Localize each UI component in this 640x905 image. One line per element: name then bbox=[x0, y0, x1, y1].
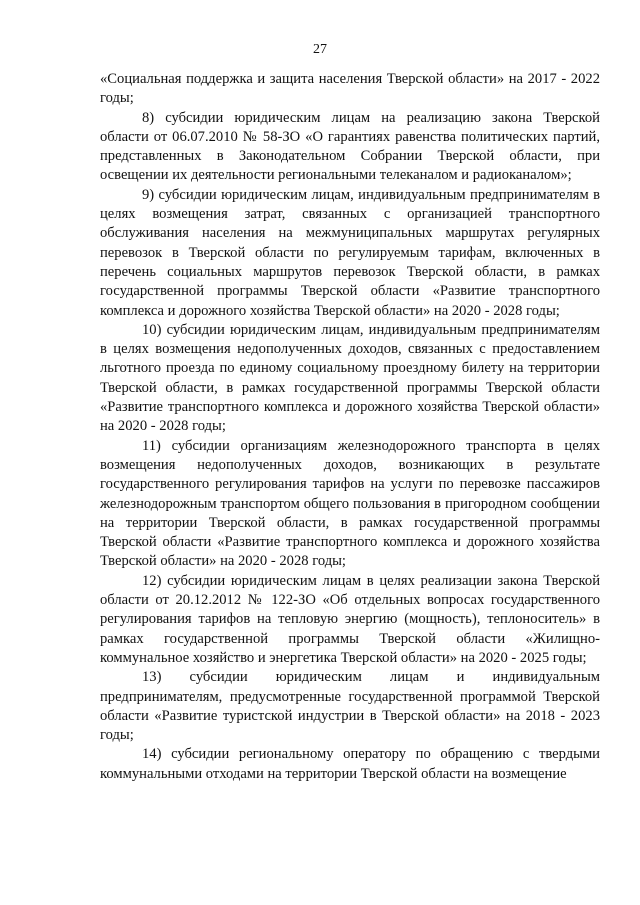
paragraph-continuation: «Социальная поддержка и защита населения Тверской области» на 2017 - 2022 годы; bbox=[100, 71, 600, 107]
page-number: 27 bbox=[313, 42, 327, 57]
paragraph-item-12: 12) субсидии юридическим лицам в целях реализации закона Тверской области от 20.12.2012 № 122-ЗО «Об отдельных вопросах государственного регулирования тарифов на тепловую энергию (мощность), теплоноситель» в рамках государственной программы Тверской области «Жилищно-коммунальное хозяйство и энергетика Тверской области» на 2020 - 2025 годы; bbox=[100, 572, 600, 666]
document-body bbox=[100, 70, 600, 784]
paragraph-item-8: 8) субсидии юридическим лицам на реализацию закона Тверской области от 06.07.2010 № 58-ЗО «О гарантиях равенства политических партий, представленных в Законодательном Собрании Тверской области, при освещении их деятельности региональными телеканалом и радиоканалом»; bbox=[100, 109, 600, 184]
paragraph-item-9: 9) субсидии юридическим лицам, индивидуальным предпринимателям в целях возмещения затрат, связанных с организацией транспортного обслуживания населения на межмуниципальных маршрутах регулярных перевозок в Тверской области по регулируемым тарифам, включенных в перечень социальных маршрутов перевозок Тверской области, в рамках государственной программы Тверской области «Развитие транспортного комплекса и дорожного хозяйства Тверской области» на 2020 - 2028 годы; bbox=[100, 186, 600, 319]
paragraph-item-14: 14) субсидии региональному оператору по обращению с твердыми коммунальными отходами на территории Тверской области на возмещение bbox=[100, 746, 600, 782]
paragraph-item-13: 13) субсидии юридическим лицам и индивидуальным предпринимателям, предусмотренные государственной программой Тверской области «Развитие туристской индустрии в Тверской области» на 2018 - 2023 годы; bbox=[100, 669, 600, 744]
paragraph-item-11: 11) субсидии организациям железнодорожного транспорта в целях возмещения недополученных доходов, возникающих в результате государственного регулирования тарифов на услуги по перевозке пассажиров железнодорожным транспортом общего пользования в пригородном сообщении на территории Тверской области, в рамках государственной программы Тверской области «Развитие транспортного комплекса и дорожного хозяйства Тверской области» на 2020 - 2028 годы; bbox=[100, 437, 600, 570]
paragraph-item-10: 10) субсидии юридическим лицам, индивидуальным предпринимателям в целях возмещения недополученных доходов, связанных с предоставлением льготного проезда по единому социальному проездному билету на территории Тверской области, в рамках государственной программы Тверской области «Развитие транспортного комплекса и дорожного хозяйства Тверской области» на 2020 - 2028 годы; bbox=[100, 321, 600, 435]
